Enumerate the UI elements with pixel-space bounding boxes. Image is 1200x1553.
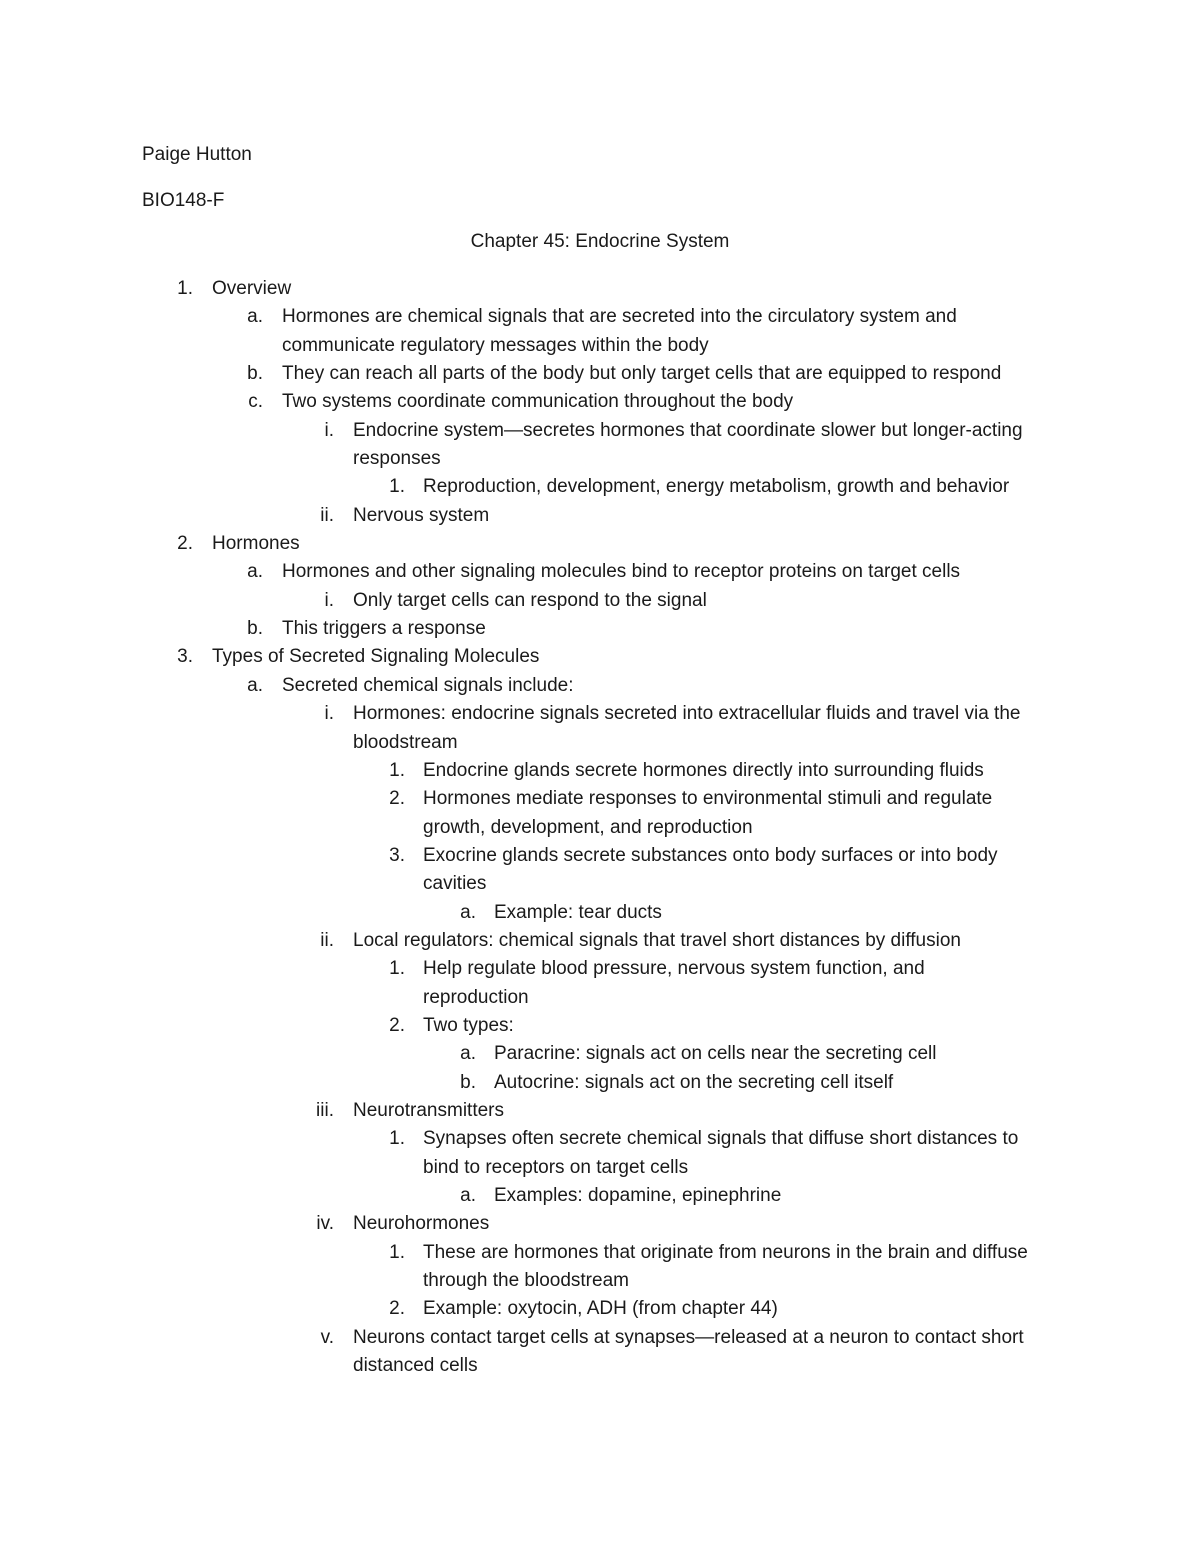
outline-marker: 2. [177,533,193,555]
outline-marker: iv. [316,1213,334,1235]
outline-item-level-3 [0,502,1200,530]
outline-marker: ii. [320,929,334,951]
outline-marker: i. [324,419,334,441]
outline-item-level-3 [0,587,1200,615]
outline-marker: c. [248,391,263,413]
outline-item-level-5 [0,1069,1200,1097]
outline-marker: 1. [389,759,405,781]
outline-text: Reproduction, development, energy metabolism, growth and behavior [423,476,1010,498]
course-code: BIO148-F [142,190,225,211]
outline-text-continued: cavities [423,873,487,895]
outline-marker: 2. [389,1014,405,1036]
outline-marker: a. [460,901,476,923]
outline-text: Secreted chemical signals include: [282,674,574,696]
outline-text: Two types: [423,1014,514,1036]
outline-item-level-3 [0,1097,1200,1125]
outline-text: Example: oxytocin, ADH (from chapter 44) [423,1298,778,1320]
outline-marker: 1. [389,476,405,498]
outline-text: Hormones: endocrine signals secreted into extracellular fluids and travel via the [353,703,1021,725]
outline-item-level-1 [0,643,1200,671]
outline-item-level-4 [0,1012,1200,1040]
outline-item-level-3 [0,1324,1200,1381]
outline-marker: v. [320,1326,334,1348]
outline-item-level-3 [0,700,1200,757]
outline-marker: a. [247,561,263,583]
outline-marker: ii. [320,504,334,526]
outline-text: Nervous system [353,504,490,526]
outline-item-level-4 [0,785,1200,842]
outline-item-level-3 [0,927,1200,955]
outline-text-continued: growth, development, and reproduction [423,816,753,838]
outline-text-continued: bloodstream [353,731,458,753]
outline-item-level-5 [0,1040,1200,1068]
outline-item-level-4 [0,842,1200,899]
outline-text: Help regulate blood pressure, nervous system function, and [423,958,925,980]
outline-text: Hormones mediate responses to environmental stimuli and regulate [423,788,993,810]
outline-text: Endocrine system—secretes hormones that coordinate slower but longer-acting [353,419,1023,441]
outline-text: Two systems coordinate communication throughout the body [282,391,794,413]
outline-item-level-4 [0,757,1200,785]
outline-marker: a. [247,674,263,696]
outline-marker: b. [460,1071,476,1093]
outline-text: Hormones are chemical signals that are secreted into the circulatory system and [282,306,957,328]
outline-marker: 3. [389,844,405,866]
outline-text: Overview [212,278,292,299]
outline-text: Only target cells can respond to the signal [353,589,707,611]
outline-item-level-5 [0,899,1200,927]
outline-text: These are hormones that originate from neurons in the brain and diffuse [423,1241,1028,1263]
outline-item-level-1 [0,530,1200,558]
outline-item-level-1 [0,275,1200,303]
author-name: Paige Hutton [142,144,252,165]
outline-text: Neurotransmitters [353,1099,504,1121]
outline-marker: b. [247,618,263,640]
outline-item-level-4 [0,955,1200,1012]
outline-item-level-5 [0,1182,1200,1210]
outline-item-level-4 [0,473,1200,501]
outline-text-continued: bind to receptors on target cells [423,1156,689,1178]
outline-text: Local regulators: chemical signals that travel short distances by diffusion [353,929,961,951]
outline-text: Examples: dopamine, epinephrine [494,1185,782,1206]
outline-marker: i. [324,703,334,725]
outline-text: Endocrine glands secrete hormones directly into surrounding fluids [423,759,984,781]
outline-text-continued: distanced cells [353,1355,478,1377]
outline-item-level-2 [0,672,1200,700]
outline-text-continued: reproduction [423,986,529,1008]
outline-list [0,275,1200,1380]
outline-text: Types of Secreted Signaling Molecules [212,646,540,668]
outline-text: They can reach all parts of the body but only target cells that are equipped to respond [282,363,1002,385]
outline-marker: i. [324,589,334,611]
outline-item-level-2 [0,360,1200,388]
outline-marker: a. [247,306,263,328]
outline-text: Paracrine: signals act on cells near the secreting cell [494,1043,937,1065]
outline-text: Autocrine: signals act on the secreting cell itself [494,1071,894,1093]
outline-text: Hormones [212,533,300,555]
outline-marker: a. [460,1043,476,1065]
document-title: Chapter 45: Endocrine System [470,231,730,252]
outline-marker: 1. [177,278,193,299]
outline-marker: 3. [177,646,193,668]
outline-marker: 2. [389,1298,405,1320]
outline-text-continued: communicate regulatory messages within the body [282,334,709,356]
outline-text-continued: responses [353,448,441,470]
outline-marker: 1. [389,1241,405,1263]
outline-text: Neurohormones [353,1213,490,1235]
outline-text-continued: through the bloodstream [423,1270,629,1292]
outline-text: Hormones and other signaling molecules bind to receptor proteins on target cells [282,561,961,583]
outline-item-level-2 [0,558,1200,586]
outline-item-level-4 [0,1295,1200,1323]
outline-item-level-3 [0,417,1200,474]
outline-marker: a. [460,1185,476,1206]
outline-text: Example: tear ducts [494,901,662,923]
outline-item-level-4 [0,1239,1200,1296]
outline-text: Neurons contact target cells at synapses—released at a neuron to contact short [353,1326,1024,1348]
outline-marker: iii. [316,1099,334,1121]
outline-item-level-2 [0,303,1200,360]
outline-item-level-2 [0,388,1200,416]
outline-item-level-4 [0,1125,1200,1182]
outline-text: Synapses often secrete chemical signals that diffuse short distances to [423,1128,1019,1150]
outline-item-level-3 [0,1210,1200,1238]
outline-marker: b. [247,363,263,385]
outline-item-level-2 [0,615,1200,643]
outline-marker: 1. [389,1128,405,1150]
outline-marker: 1. [389,958,405,980]
outline-text: Exocrine glands secrete substances onto body surfaces or into body [423,844,998,866]
outline-marker: 2. [389,788,405,810]
outline-text: This triggers a response [282,618,486,640]
